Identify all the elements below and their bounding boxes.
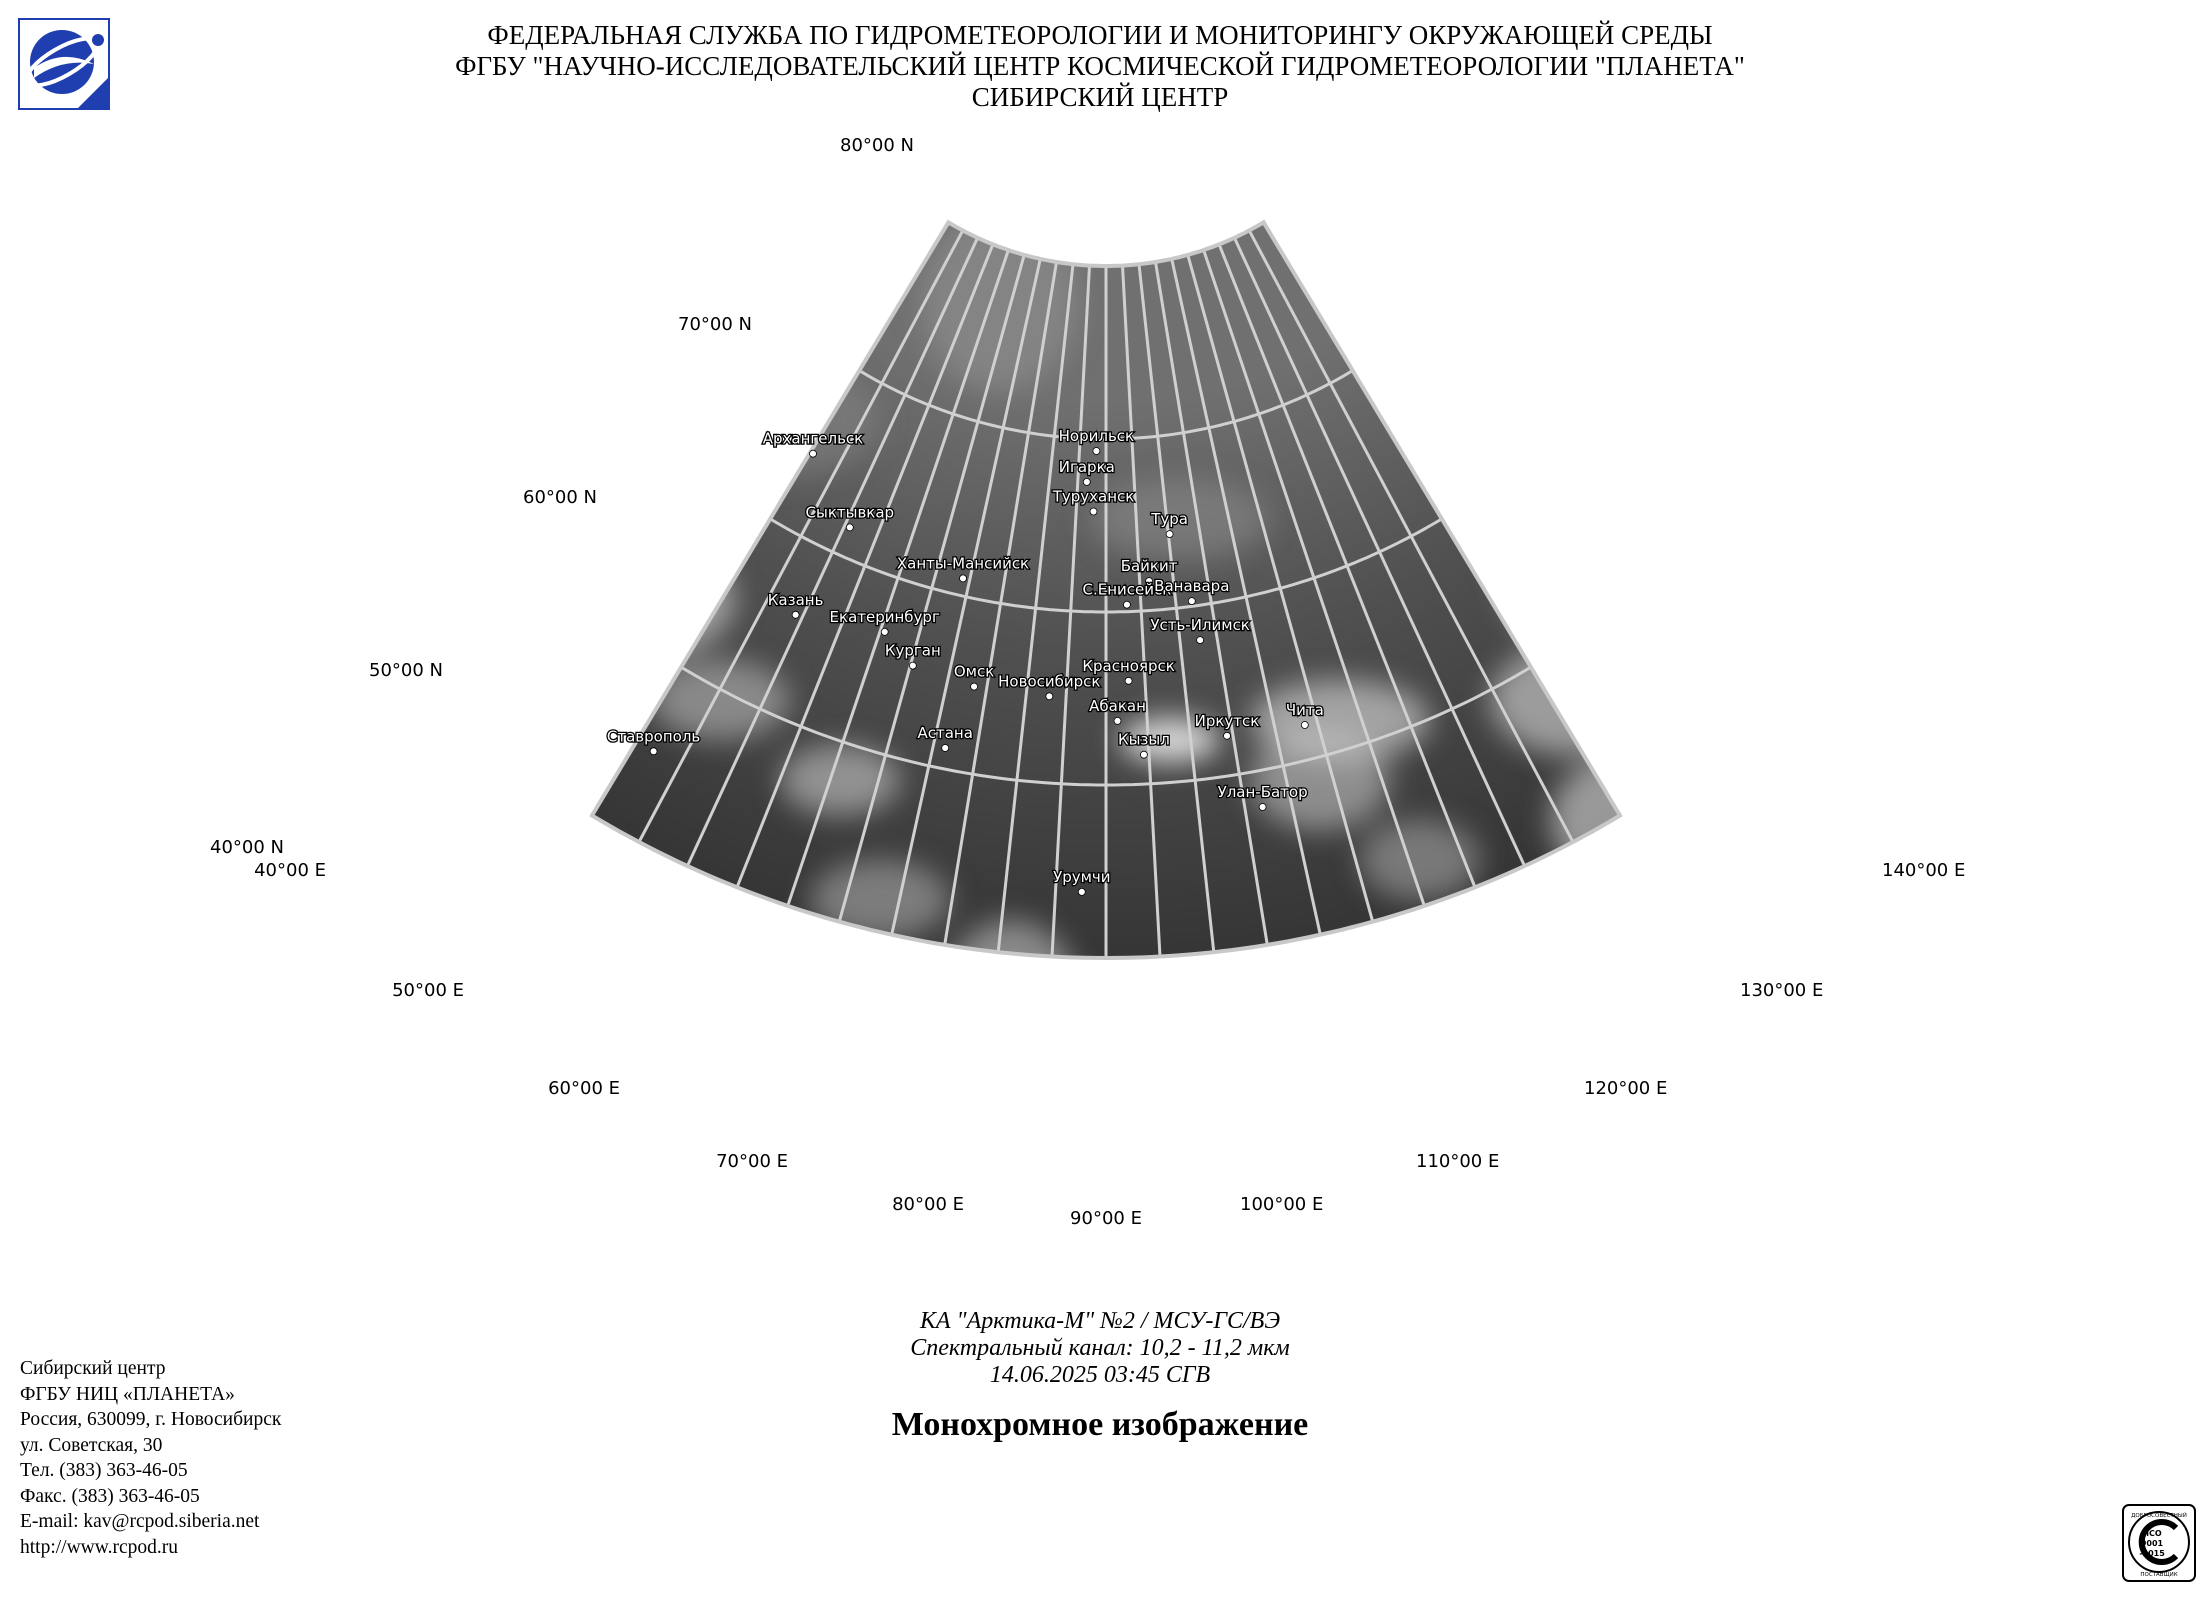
lon-label-80: 80°00 E (892, 1194, 964, 1215)
city-marker (792, 611, 799, 618)
city-label: Иркутск (1194, 711, 1260, 730)
header-center: СИБИРСКИЙ ЦЕНТР (971, 82, 1229, 112)
city-label: Казань (767, 590, 824, 609)
lon-label-40: 40°00 E (254, 860, 326, 881)
city-marker (1125, 677, 1132, 684)
city-label: Игарка (1058, 457, 1115, 476)
cert-year: -2015 (2139, 1549, 2165, 1558)
header-organization: ФГБУ "НАУЧНО-ИССЛЕДОВАТЕЛЬСКИЙ ЦЕНТР КОСМИЧЕСКОЙ ГИДРОМЕТЕОРОЛОГИИ "ПЛАНЕТА" (455, 51, 1745, 81)
city-marker (810, 450, 817, 457)
city-marker (1301, 722, 1308, 729)
caption-channel: Спектральный канал: 10,2 - 11,2 мкм (910, 1335, 1290, 1361)
city-label: Архангельск (762, 429, 864, 448)
cert-iso: ИСО (2142, 1529, 2162, 1538)
city-label: Тура (1151, 510, 1188, 529)
contact-line: Россия, 630099, г. Новосибирск (20, 1409, 282, 1430)
city-marker (909, 662, 916, 669)
city-label: Екатеринбург (829, 607, 940, 626)
contact-line: ул. Советская, 30 (20, 1434, 163, 1456)
lat-label-70: 70°00 N (678, 314, 752, 335)
lat-label-60: 60°00 N (523, 487, 597, 508)
city-marker (650, 748, 657, 755)
contact-line: ФГБУ НИЦ «ПЛАНЕТА» (20, 1383, 235, 1405)
city-marker (1046, 693, 1053, 700)
lon-label-100: 100°00 E (1240, 1194, 1324, 1215)
city-marker (971, 683, 978, 690)
header-agency: ФЕДЕРАЛЬНАЯ СЛУЖБА ПО ГИДРОМЕТЕОРОЛОГИИ И МОНИТОРИНГУ ОКРУЖАЮЩЕЙ СРЕДЫ (487, 20, 1713, 50)
city-label: Астана (917, 724, 973, 742)
lat-label-80: 80°00 N (840, 135, 914, 156)
contact-block (20, 1356, 281, 1560)
city-marker (1166, 531, 1173, 538)
lon-label-110: 110°00 E (1416, 1151, 1500, 1172)
city-label: С.Енисейск (1082, 580, 1172, 599)
lon-label-60: 60°00 E (548, 1078, 620, 1099)
city-label: Урумчи (1053, 867, 1111, 886)
city-marker (1197, 637, 1204, 644)
city-label: Байкит (1120, 557, 1178, 576)
lat-label-50: 50°00 N (369, 660, 443, 681)
contact-line: Факс. (383) 363-46-05 (20, 1485, 200, 1507)
city-label: Ставрополь (606, 727, 701, 746)
city-marker (1123, 601, 1130, 608)
city-label: Улан-Батор (1217, 783, 1308, 801)
city-marker (846, 524, 853, 531)
city-label: Ханты-Мансийск (896, 554, 1030, 573)
city-marker (1188, 598, 1195, 605)
city-marker (942, 745, 949, 752)
city-label: Норильск (1058, 427, 1135, 445)
city-label: Омск (953, 662, 995, 681)
city-label: Ванавара (1154, 577, 1230, 596)
contact-line: Сибирский центр (20, 1358, 166, 1379)
lon-label-130: 130°00 E (1740, 980, 1824, 1001)
lon-label-120: 120°00 E (1584, 1078, 1668, 1099)
lon-label-140: 140°00 E (1882, 860, 1966, 881)
city-label: Кызыл (1117, 730, 1170, 749)
cert-top-text: ДОБРОСОВЕСТНЫЙ (2131, 1513, 2187, 1519)
iso-certificate-badge (2122, 1504, 2196, 1582)
city-label: Абакан (1089, 696, 1146, 715)
city-label: Красноярск (1082, 656, 1175, 675)
lon-label-70: 70°00 E (716, 1151, 788, 1172)
city-marker (1259, 804, 1266, 811)
contact-line: Тел. (383) 363-46-05 (20, 1460, 188, 1481)
city-label: Туруханск (1052, 487, 1135, 506)
lat-label-40: 40°00 N (210, 837, 284, 858)
caption-satellite: КА "Арктика-М" №2 / МСУ-ГС/ВЭ (919, 1308, 1281, 1334)
city-marker (1090, 508, 1097, 515)
contact-email[interactable]: E-mail: kav@rcpod.siberia.net (20, 1511, 260, 1532)
cert-bottom-text: ПОСТАВЩИК (2140, 1572, 2178, 1578)
city-label: Усть-Илимск (1150, 616, 1250, 635)
city-marker (1114, 717, 1121, 724)
lon-label-50: 50°00 E (392, 980, 464, 1001)
city-marker (1140, 751, 1147, 758)
product-title: Монохромное изображение (891, 1406, 1309, 1443)
city-marker (1078, 888, 1085, 895)
image-caption (0, 1308, 2200, 1389)
lon-label-90: 90°00 E (1070, 1208, 1142, 1229)
caption-datetime: 14.06.2025 03:45 СГВ (989, 1362, 1211, 1388)
contact-website[interactable]: http://www.rcpod.ru (20, 1536, 178, 1558)
city-marker (1093, 448, 1100, 455)
city-marker (881, 628, 888, 635)
cert-num: 9001 (2140, 1539, 2164, 1548)
city-marker (960, 575, 967, 582)
city-marker (1224, 732, 1231, 739)
city-label: Сыктывкар (805, 503, 895, 522)
city-label: Курган (884, 641, 941, 660)
city-marker (1083, 478, 1090, 485)
city-label: Новосибирск (998, 672, 1101, 691)
city-label: Чита (1285, 701, 1324, 719)
